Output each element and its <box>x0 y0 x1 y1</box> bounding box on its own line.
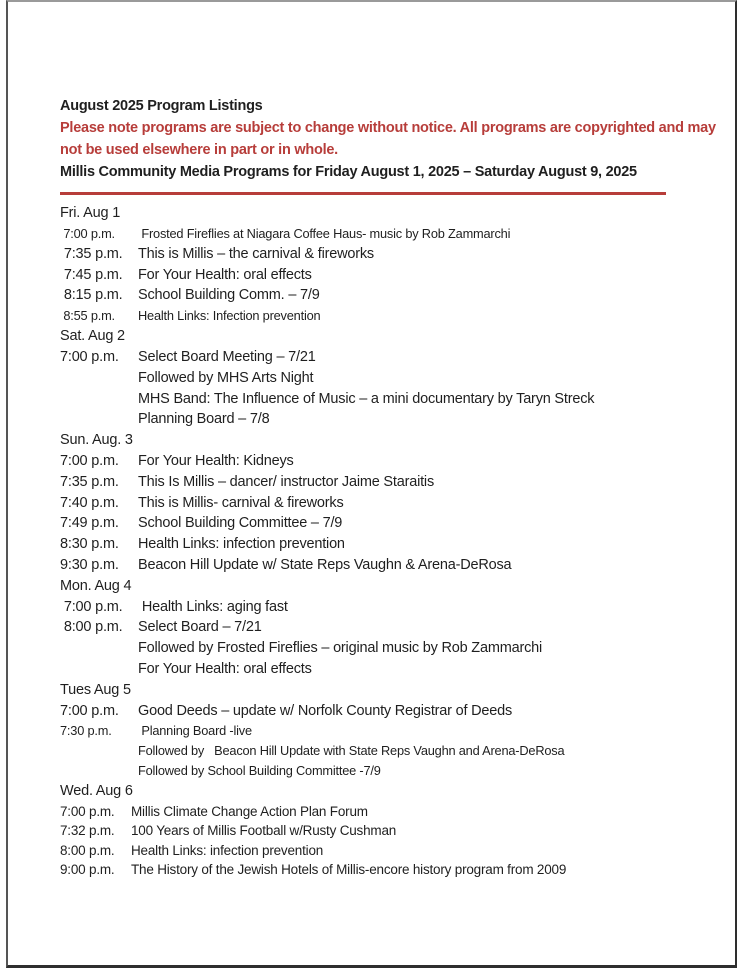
schedule-row <box>60 265 735 286</box>
program-time: 9:00 p.m. <box>60 861 115 877</box>
schedule-row <box>60 659 735 680</box>
schedule-row <box>60 409 735 430</box>
schedule-row <box>60 597 735 618</box>
day-header: Wed. Aug 6 <box>60 783 133 800</box>
program-time <box>60 741 138 761</box>
program-title: For Your Health: oral effects <box>138 266 312 283</box>
program-title: This Is Millis – dancer/ instructor Jaime Staraitis <box>138 473 434 490</box>
schedule-row <box>60 368 735 389</box>
schedule-row <box>60 741 735 761</box>
schedule-row <box>60 555 735 576</box>
separator-line <box>60 192 666 195</box>
program-time: 7:40 p.m. <box>60 494 119 511</box>
program-title: This is Millis- carnival & fireworks <box>138 494 344 511</box>
schedule-row <box>60 701 735 722</box>
program-time: 8:55 p.m. <box>60 308 115 324</box>
schedule-row <box>60 860 735 879</box>
program-time: 7:35 p.m. <box>60 245 123 262</box>
program-title: Planning Board -live <box>138 723 252 739</box>
schedule-row <box>60 389 735 410</box>
program-title: Frosted Fireflies at Niagara Coffee Haus- music by Rob Zammarchi <box>138 225 511 241</box>
program-title: For Your Health: Kidneys <box>138 452 294 469</box>
program-time: 7:00 p.m. <box>60 452 119 469</box>
program-time: 8:30 p.m. <box>60 536 119 553</box>
day-header: Tues Aug 5 <box>60 681 131 698</box>
program-title: Health Links: aging fast <box>138 598 288 615</box>
schedule-row <box>60 513 735 534</box>
program-title: Select Board – 7/21 <box>138 619 262 636</box>
program-time: 7:35 p.m. <box>60 473 119 490</box>
program-time: 7:00 p.m. <box>60 598 123 615</box>
program-time: 8:00 p.m. <box>60 619 123 636</box>
date-range-heading: Millis Community Media Programs for Friday August 1, 2025 – Saturday August 9, 2025 <box>60 164 637 180</box>
program-time <box>60 638 138 659</box>
program-title: Health Links: Infection prevention <box>138 308 321 324</box>
program-title: Beacon Hill Update w/ State Reps Vaughn & Arena-DeRosa <box>138 556 512 573</box>
schedule-row <box>60 841 735 860</box>
schedule-row <box>60 493 735 514</box>
schedule-row <box>60 638 735 659</box>
program-time: 7:49 p.m. <box>60 515 119 532</box>
program-title: Millis Climate Change Action Plan Forum <box>131 804 368 820</box>
program-title: Good Deeds – update w/ Norfolk County Registrar of Deeds <box>138 702 513 719</box>
program-time: 7:45 p.m. <box>60 266 123 283</box>
schedule-row <box>60 285 735 306</box>
program-title: Followed by Frosted Fireflies – original music by Rob Zammarchi <box>138 640 543 657</box>
program-title: Followed by MHS Arts Night <box>138 369 314 386</box>
program-time <box>60 409 138 430</box>
program-time: 7:00 p.m. <box>60 225 115 241</box>
program-time <box>60 761 138 781</box>
program-time: 7:00 p.m. <box>60 348 119 365</box>
schedule-row <box>60 224 735 244</box>
day-header: Sat. Aug 2 <box>60 328 125 345</box>
program-title: This is Millis – the carnival & fireworks <box>138 245 374 262</box>
program-title: School Building Committee – 7/9 <box>138 515 343 532</box>
copyright-notice-line-1: Please note programs are subject to change without notice. All programs are copyrighted and may <box>60 120 716 136</box>
program-time: 8:00 p.m. <box>60 842 115 858</box>
schedule-row <box>60 306 735 326</box>
schedule-row <box>60 761 735 781</box>
schedule-row <box>60 472 735 493</box>
program-time <box>60 368 138 389</box>
program-title: Select Board Meeting – 7/21 <box>138 348 316 365</box>
program-time: 7:30 p.m. <box>60 723 112 739</box>
program-title: MHS Band: The Influence of Music – a mini documentary by Taryn Streck <box>138 390 595 407</box>
schedule-row <box>60 821 735 840</box>
program-time: 9:30 p.m. <box>60 556 119 573</box>
schedule-row <box>60 534 735 555</box>
program-time: 7:00 p.m. <box>60 804 115 820</box>
document-page <box>6 0 737 968</box>
program-time: 7:32 p.m. <box>60 823 115 839</box>
program-title: 100 Years of Millis Football w/Rusty Cushman <box>131 823 397 839</box>
program-title: Health Links: infection prevention <box>131 842 324 858</box>
program-time: 8:15 p.m. <box>60 287 123 304</box>
doc-title: August 2025 Program Listings <box>60 98 263 114</box>
program-title: Followed by Beacon Hill Update with State Reps Vaughn and Arena-DeRosa <box>138 743 565 759</box>
schedule-row <box>60 802 735 821</box>
schedule-row <box>60 721 735 741</box>
program-title: Followed by School Building Committee -7/9 <box>138 763 381 779</box>
program-title: School Building Comm. – 7/9 <box>138 287 320 304</box>
day-header: Sun. Aug. 3 <box>60 432 133 449</box>
copyright-notice-line-2: not be used elsewhere in part or in whole. <box>60 142 338 158</box>
page-content <box>8 2 735 879</box>
day-header: Mon. Aug 4 <box>60 577 132 594</box>
program-title: Planning Board – 7/8 <box>138 411 270 428</box>
program-title: Health Links: infection prevention <box>138 536 345 553</box>
day-header: Fri. Aug 1 <box>60 205 121 221</box>
program-time <box>60 389 138 410</box>
schedule-row <box>60 451 735 472</box>
program-time <box>60 659 138 680</box>
program-time: 7:00 p.m. <box>60 702 119 719</box>
schedule-row <box>60 617 735 638</box>
schedule-row <box>60 244 735 265</box>
schedule-row <box>60 347 735 368</box>
program-title: For Your Health: oral effects <box>138 660 312 677</box>
program-schedule <box>60 203 735 879</box>
program-title: The History of the Jewish Hotels of Millis-encore history program from 2009 <box>131 861 567 877</box>
